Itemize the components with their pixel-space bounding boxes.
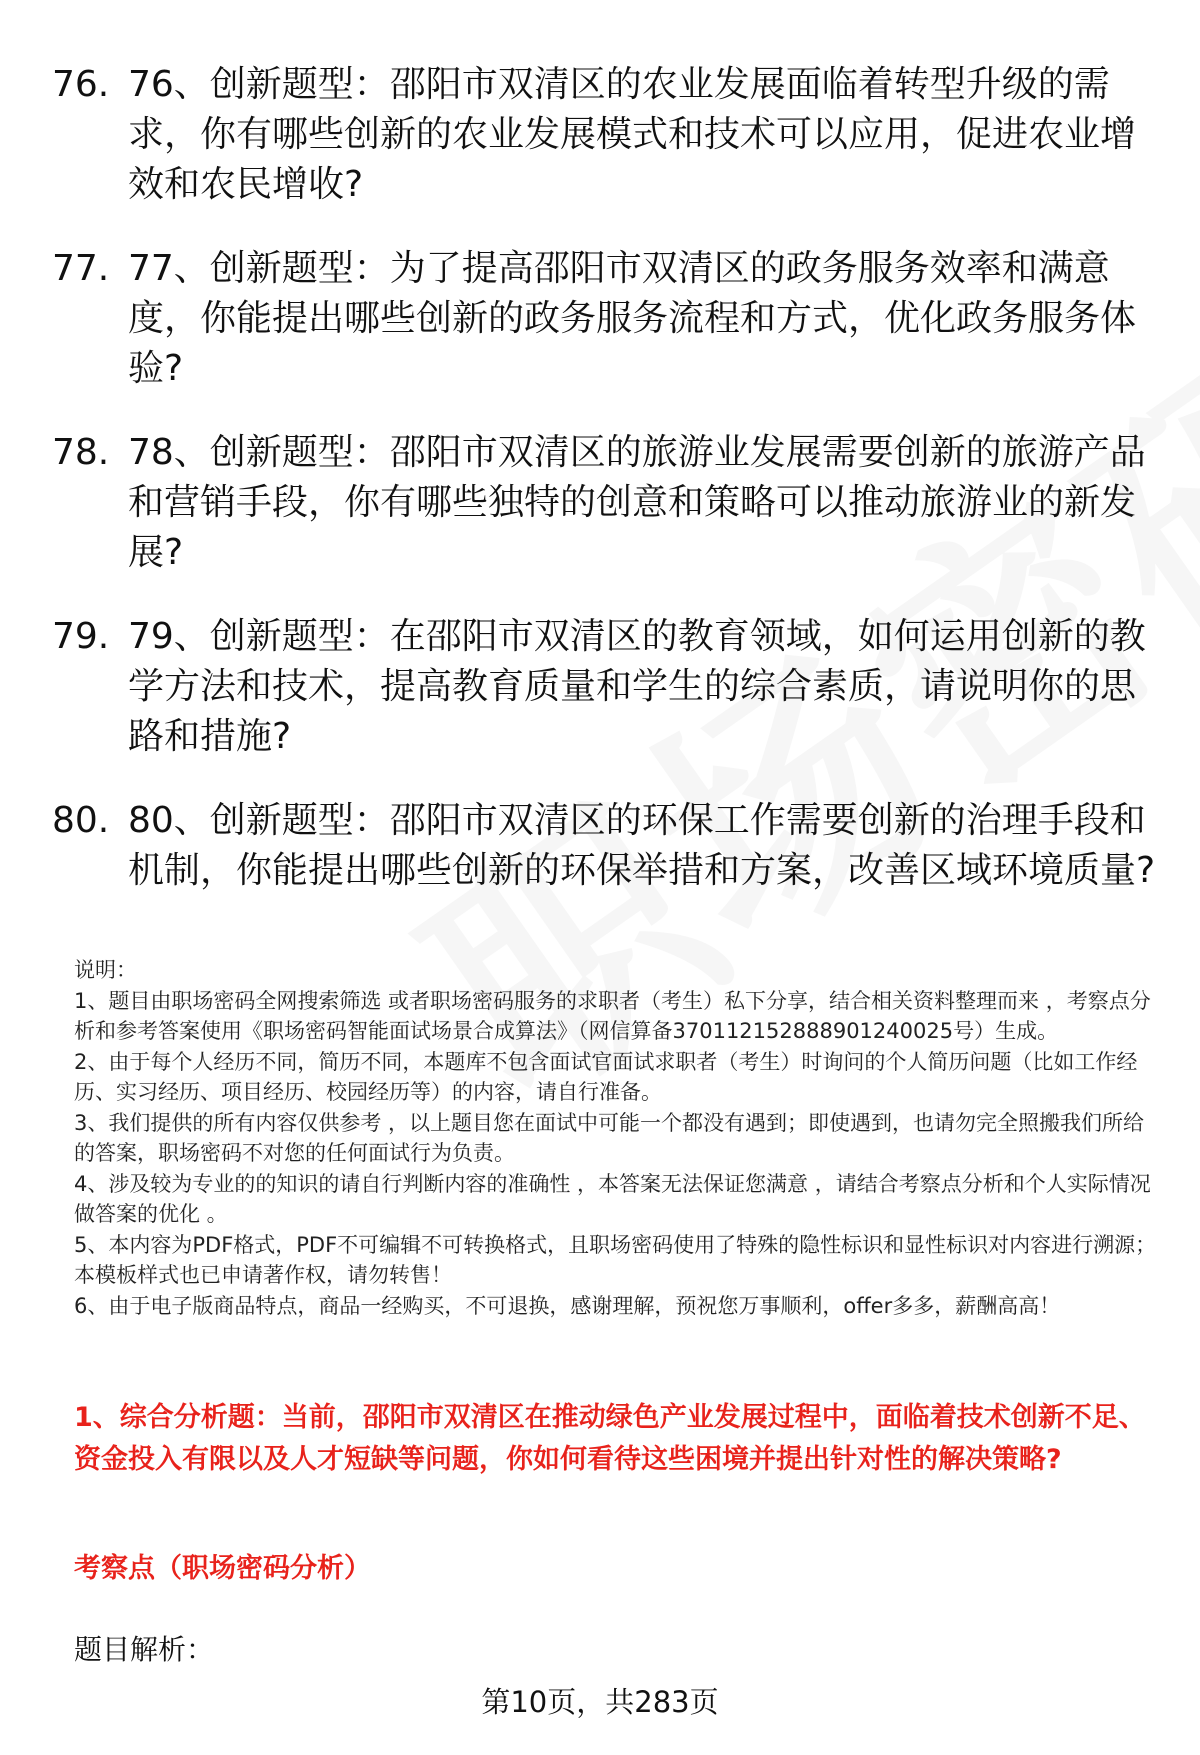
question-number: 76.	[52, 64, 110, 105]
question-text: 79、创新题型：在邵阳市双清区的教育领域，如何运用创新的教学方法和技术，提高教育质量和学生的综合素质，请说明你的思路和措施?	[128, 616, 1146, 757]
note-item: 2、由于每个人经历不同，简历不同，本题库不包含面试官面试求职者（考生）时询问的个人简历问题（比如工作经历、实习经历、项目经历、校园经历等）的内容，请自行准备。	[74, 1049, 1138, 1104]
note-item: 5、本内容为PDF格式，PDF不可编辑不可转换格式，且职场密码使用了特殊的隐性标识和显性标识对内容进行溯源；本模板样式也已申请著作权，请勿转售！	[74, 1232, 1157, 1287]
question-text: 78、创新题型：邵阳市双清区的旅游业发展需要创新的旅游产品和营销手段，你有哪些独特的创意和策略可以推动旅游业的新发展?	[128, 432, 1146, 573]
exam-point-heading: 考察点（职场密码分析）	[74, 1553, 371, 1584]
list-item	[52, 796, 1162, 896]
question-text: 77、创新题型：为了提高邵阳市双清区的政务服务效率和满意度，你能提出哪些创新的政务服务流程和方式，优化政务服务体验?	[128, 248, 1137, 389]
note-item: 3、我们提供的所有内容仅供参考 ，以上题目您在面试中可能一个都没有遇到；即使遇到，也请勿完全照搬我们所给的答案，职场密码不对您的任何面试行为负责。	[74, 1110, 1145, 1165]
question-number: 80.	[52, 800, 110, 841]
notes-section	[74, 955, 1164, 1321]
highlight-question: 1、综合分析题：当前，邵阳市双清区在推动绿色产业发展过程中，面临着技术创新不足、资金投入有限以及人才短缺等问题，你如何看待这些困境并提出针对性的解决策略?	[74, 1402, 1146, 1475]
question-number: 79.	[52, 616, 110, 657]
question-text: 80、创新题型：邵阳市双清区的环保工作需要创新的治理手段和机制，你能提出哪些创新的环保举措和方案，改善区域环境质量?	[128, 800, 1156, 891]
list-item	[52, 612, 1162, 762]
page-number: 第10页，共283页	[481, 1685, 719, 1719]
list-item	[52, 60, 1162, 210]
question-number: 78.	[52, 432, 110, 473]
list-item	[52, 244, 1162, 394]
note-item: 6、由于电子版商品特点，商品一经购买，不可退换，感谢理解，预祝您万事顺利，offer多多，薪酬高高！	[74, 1293, 1061, 1318]
question-list	[52, 60, 1162, 930]
analysis-label: 题目解析：	[74, 1633, 215, 1666]
question-number: 77.	[52, 248, 110, 289]
notes-title: 说明：	[74, 958, 137, 982]
question-text: 76、创新题型：邵阳市双清区的农业发展面临着转型升级的需求，你有哪些创新的农业发展模式和技术可以应用，促进农业增效和农民增收?	[128, 64, 1137, 205]
note-item: 4、涉及较为专业的的知识的请自行判断内容的准确性 ，本答案无法保证您满意 ，请结合考察点分析和个人实际情况做答案的优化 。	[74, 1171, 1151, 1226]
list-item	[52, 428, 1162, 578]
note-item: 1、题目由职场密码全网搜索筛选 或者职场密码服务的求职者（考生）私下分享，结合相关资料整理而来 ，考察点分析和参考答案使用《职场密码智能面试场景合成算法》（网信算备370112152888901240025号）生成。	[74, 988, 1151, 1043]
